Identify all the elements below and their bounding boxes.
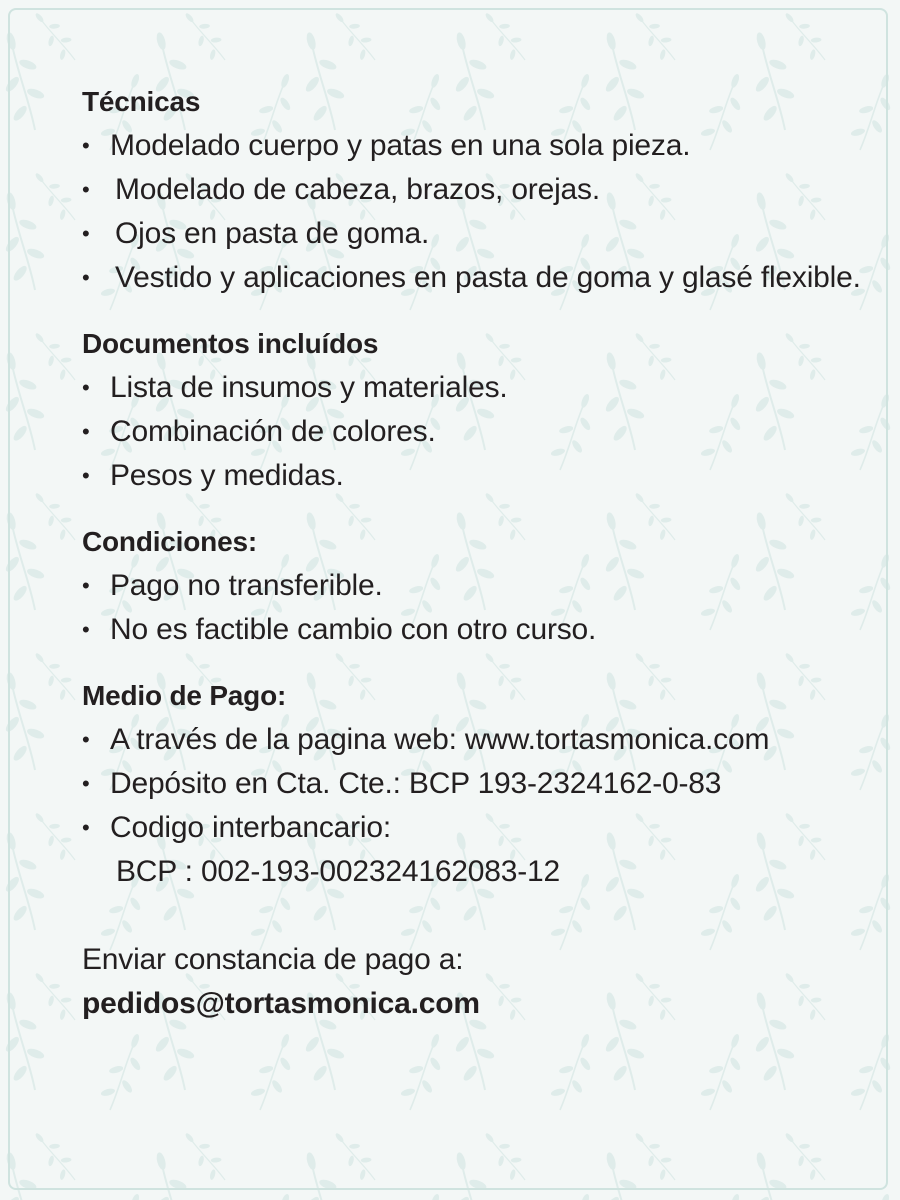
section-tecnicas (82, 80, 862, 300)
section-medio-pago (82, 674, 862, 894)
footer (82, 938, 862, 1026)
list-item: • No es factible cambio con otro curso. (82, 608, 862, 652)
list-medio-pago (82, 718, 862, 850)
list-item: • A través de la pagina web: www.tortasmonica.com (82, 718, 862, 762)
section-title-condiciones: Condiciones: (82, 526, 257, 557)
list-item: • Modelado de cabeza, brazos, orejas. (82, 168, 862, 212)
list-tecnicas (82, 124, 862, 300)
section-condiciones (82, 520, 862, 652)
list-item: • Codigo interbancario: (82, 806, 862, 850)
section-title-tecnicas: Técnicas (82, 86, 201, 117)
section-documentos (82, 322, 862, 498)
contact-email: pedidos@tortasmonica.com (82, 987, 480, 1020)
list-item: • Ojos en pasta de goma. (82, 212, 862, 256)
content (82, 80, 862, 1026)
section-title-documentos: Documentos incluídos (82, 328, 379, 359)
send-proof-label: Enviar constancia de pago a: (82, 943, 464, 976)
list-documentos (82, 366, 862, 498)
list-item: • Pesos y medidas. (82, 454, 862, 498)
list-item: • Modelado cuerpo y patas en una sola pieza. (82, 124, 862, 168)
list-item: • Depósito en Cta. Cte.: BCP 193-2324162-0-83 (82, 762, 862, 806)
list-condiciones (82, 564, 862, 652)
list-item: • Vestido y aplicaciones en pasta de goma y glasé flexible. (82, 256, 862, 300)
list-item: • Lista de insumos y materiales. (82, 366, 862, 410)
interbank-code: BCP : 002-193-002324162083-12 (116, 855, 561, 888)
list-item: • Combinación de colores. (82, 410, 862, 454)
list-item: • Pago no transferible. (82, 564, 862, 608)
section-title-medio-pago: Medio de Pago: (82, 680, 287, 711)
